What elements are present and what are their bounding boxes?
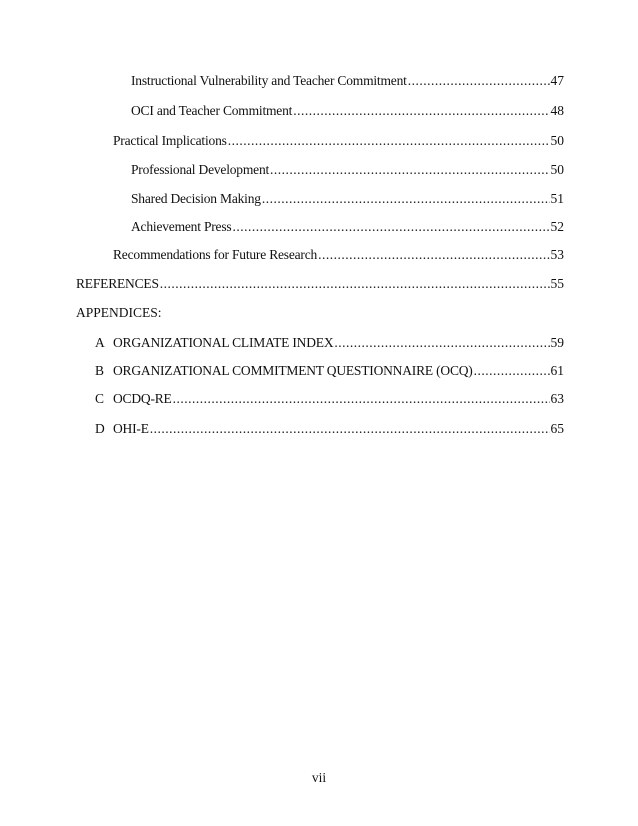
dot-leader bbox=[270, 161, 549, 179]
toc-entry-title: Shared Decision Making bbox=[131, 191, 261, 206]
toc-entry-page: 50 bbox=[550, 133, 564, 148]
toc-entry-page: 52 bbox=[550, 219, 564, 234]
toc-entry-title: REFERENCES bbox=[76, 276, 159, 291]
toc-entry bbox=[113, 132, 564, 150]
dot-leader bbox=[318, 246, 549, 264]
dot-leader bbox=[173, 390, 550, 408]
dot-leader bbox=[408, 72, 550, 90]
appendix-title: ORGANIZATIONAL CLIMATE INDEX bbox=[113, 335, 334, 350]
toc-entry bbox=[131, 190, 564, 208]
appendix-page: 59 bbox=[550, 335, 564, 350]
toc-entry-title: Recommendations for Future Research bbox=[113, 247, 318, 262]
appendix-entry bbox=[95, 362, 564, 380]
appendix-title: OHI-E bbox=[113, 421, 149, 436]
toc-entry-page: 53 bbox=[550, 247, 564, 262]
dot-leader bbox=[334, 334, 549, 352]
appendix-letter: B bbox=[95, 363, 105, 378]
toc-entry-page: 50 bbox=[550, 162, 564, 177]
toc-entry-page: 47 bbox=[550, 73, 564, 88]
appendix-title: ORGANIZATIONAL COMMITMENT QUESTIONNAIRE (OCQ) bbox=[113, 363, 473, 378]
appendix-letter: C bbox=[95, 391, 105, 406]
toc-entry-page: 55 bbox=[550, 276, 564, 291]
toc-entry bbox=[131, 72, 564, 90]
appendix-entry bbox=[95, 334, 564, 352]
dot-leader bbox=[228, 132, 550, 150]
toc-entry-title: Achievement Press bbox=[131, 219, 232, 234]
toc-entry bbox=[113, 246, 564, 264]
page-number: vii bbox=[311, 770, 327, 785]
appendix-entry bbox=[95, 390, 564, 408]
toc-entry bbox=[131, 161, 564, 179]
appendix-page: 65 bbox=[550, 421, 564, 436]
appendix-entry bbox=[95, 420, 564, 438]
dot-leader bbox=[150, 420, 550, 438]
toc-entry-page: 51 bbox=[550, 191, 564, 206]
appendix-title: OCDQ-RE bbox=[113, 391, 172, 406]
dot-leader bbox=[474, 362, 550, 380]
toc-entry-page: 48 bbox=[550, 103, 564, 118]
toc-entry bbox=[131, 218, 564, 236]
toc-entry-title: Practical Implications bbox=[113, 133, 227, 148]
dot-leader bbox=[160, 275, 550, 293]
toc-entry-references bbox=[76, 275, 564, 293]
dot-leader bbox=[293, 102, 549, 120]
toc-entry-title: Instructional Vulnerability and Teacher Commitment bbox=[131, 73, 407, 88]
appendix-page: 61 bbox=[550, 363, 564, 378]
dot-leader bbox=[262, 190, 550, 208]
appendices-heading: APPENDICES: bbox=[76, 305, 162, 320]
toc-entry bbox=[131, 102, 564, 120]
appendix-page: 63 bbox=[550, 391, 564, 406]
toc-entry-title: OCI and Teacher Commitment bbox=[131, 103, 293, 118]
toc-entry-title: Professional Development bbox=[131, 162, 270, 177]
dot-leader bbox=[232, 218, 549, 236]
appendix-letter: A bbox=[95, 335, 105, 350]
appendix-letter: D bbox=[95, 421, 105, 436]
